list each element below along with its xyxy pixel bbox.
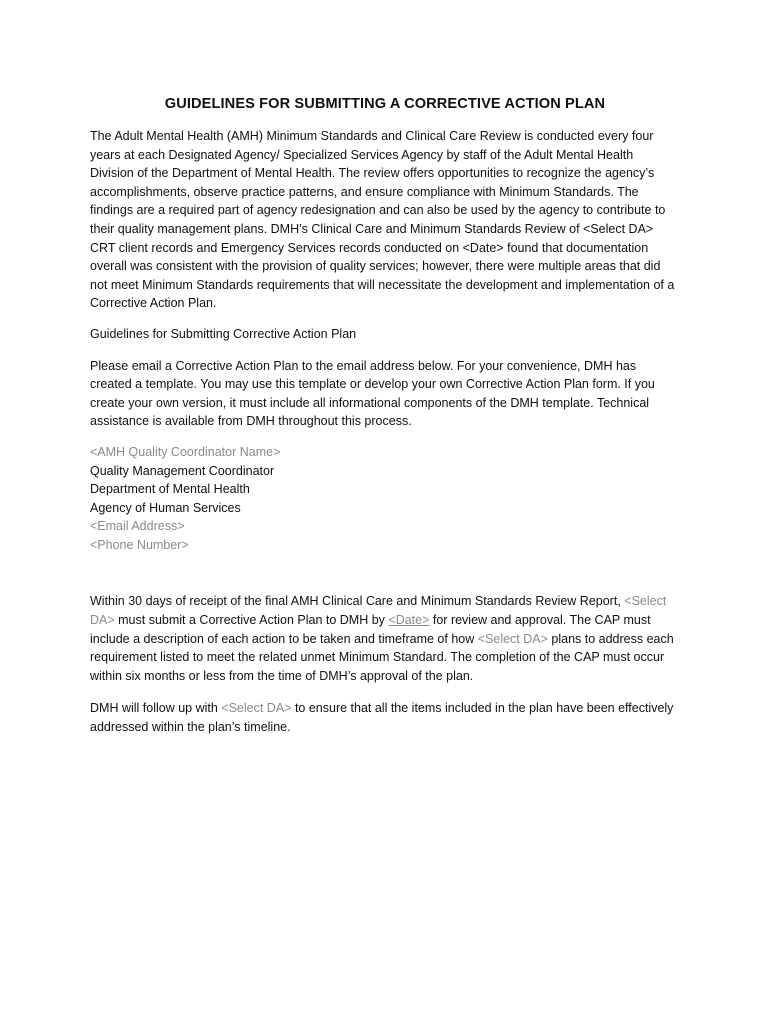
document-title: GUIDELINES FOR SUBMITTING A CORRECTIVE ACTION PLAN bbox=[164, 96, 606, 112]
para3-text-3: for review and approval. The CAP must include a description of each action to be taken and timeframe of how bbox=[90, 613, 651, 646]
select-da-placeholder: <Select DA> bbox=[477, 631, 548, 646]
coordinator-role: Quality Management Coordinator bbox=[90, 463, 275, 478]
agency-name: Agency of Human Services bbox=[90, 500, 241, 515]
coordinator-name-placeholder: <AMH Quality Coordinator Name> bbox=[90, 444, 281, 459]
follow-up-paragraph bbox=[90, 699, 680, 736]
instructions-paragraph: Please email a Corrective Action Plan to the email address below. For your convenience, DMH has created a template. You may use this template or develop your own Corrective Action Plan form. If you create your own version, it must include all informational components of the DMH template. Technical assistance is available from DMH throughout this process. bbox=[90, 358, 655, 429]
para3-text-1: Within 30 days of receipt of the final AMH Clinical Care and Minimum Standards Review Report, bbox=[90, 594, 625, 609]
contact-block bbox=[90, 443, 680, 555]
select-da-placeholder: <Select DA> bbox=[221, 701, 292, 716]
phone-placeholder: <Phone Number> bbox=[90, 537, 189, 552]
para4-text-2: to ensure that all the items included in the plan have been effectively addressed within the plan’s timeline. bbox=[90, 701, 674, 735]
email-placeholder: <Email Address> bbox=[90, 519, 185, 534]
para3-text-4: plans to address each requirement listed to meet the related unmet Minimum Standard. The completion of the CAP must occur within six months or less from the time of DMH’s approval of the plan. bbox=[90, 631, 674, 683]
date-placeholder: <Date> bbox=[388, 613, 430, 628]
section-subheading: Guidelines for Submitting Corrective Action Plan bbox=[90, 326, 357, 341]
select-da-placeholder: <Select DA> bbox=[90, 594, 667, 628]
para3-text-2: must submit a Corrective Action Plan to DMH by bbox=[114, 613, 389, 628]
department-name: Department of Mental Health bbox=[90, 482, 250, 497]
document-body bbox=[90, 94, 680, 737]
intro-paragraph: The Adult Mental Health (AMH) Minimum Standards and Clinical Care Review is conducted every four years at each Designated Agency/ Specialized Services Agency by staff of the Adult Mental Health Division of the Department of Mental Health. The review offers opportunities to recognize the agency’s accomplishments, observe practice patterns, and ensure compliance with Minimum Standards. The findings are a required part of agency redesignation and can also be used by the agency to contribute to their quality management plans. DMH’s Clinical Care and Minimum Standards Review of <Select DA> CRT client records and Emergency Services records conducted on <Date> found that documentation overall was consistent with the provision of quality services; however, there were multiple areas that did not meet Minimum Standards requirements that will necessitate the development and implementation of a Corrective Action Plan. bbox=[90, 129, 675, 311]
submission-deadline-paragraph bbox=[90, 592, 680, 685]
para4-text-1: DMH will follow up with bbox=[90, 701, 222, 716]
